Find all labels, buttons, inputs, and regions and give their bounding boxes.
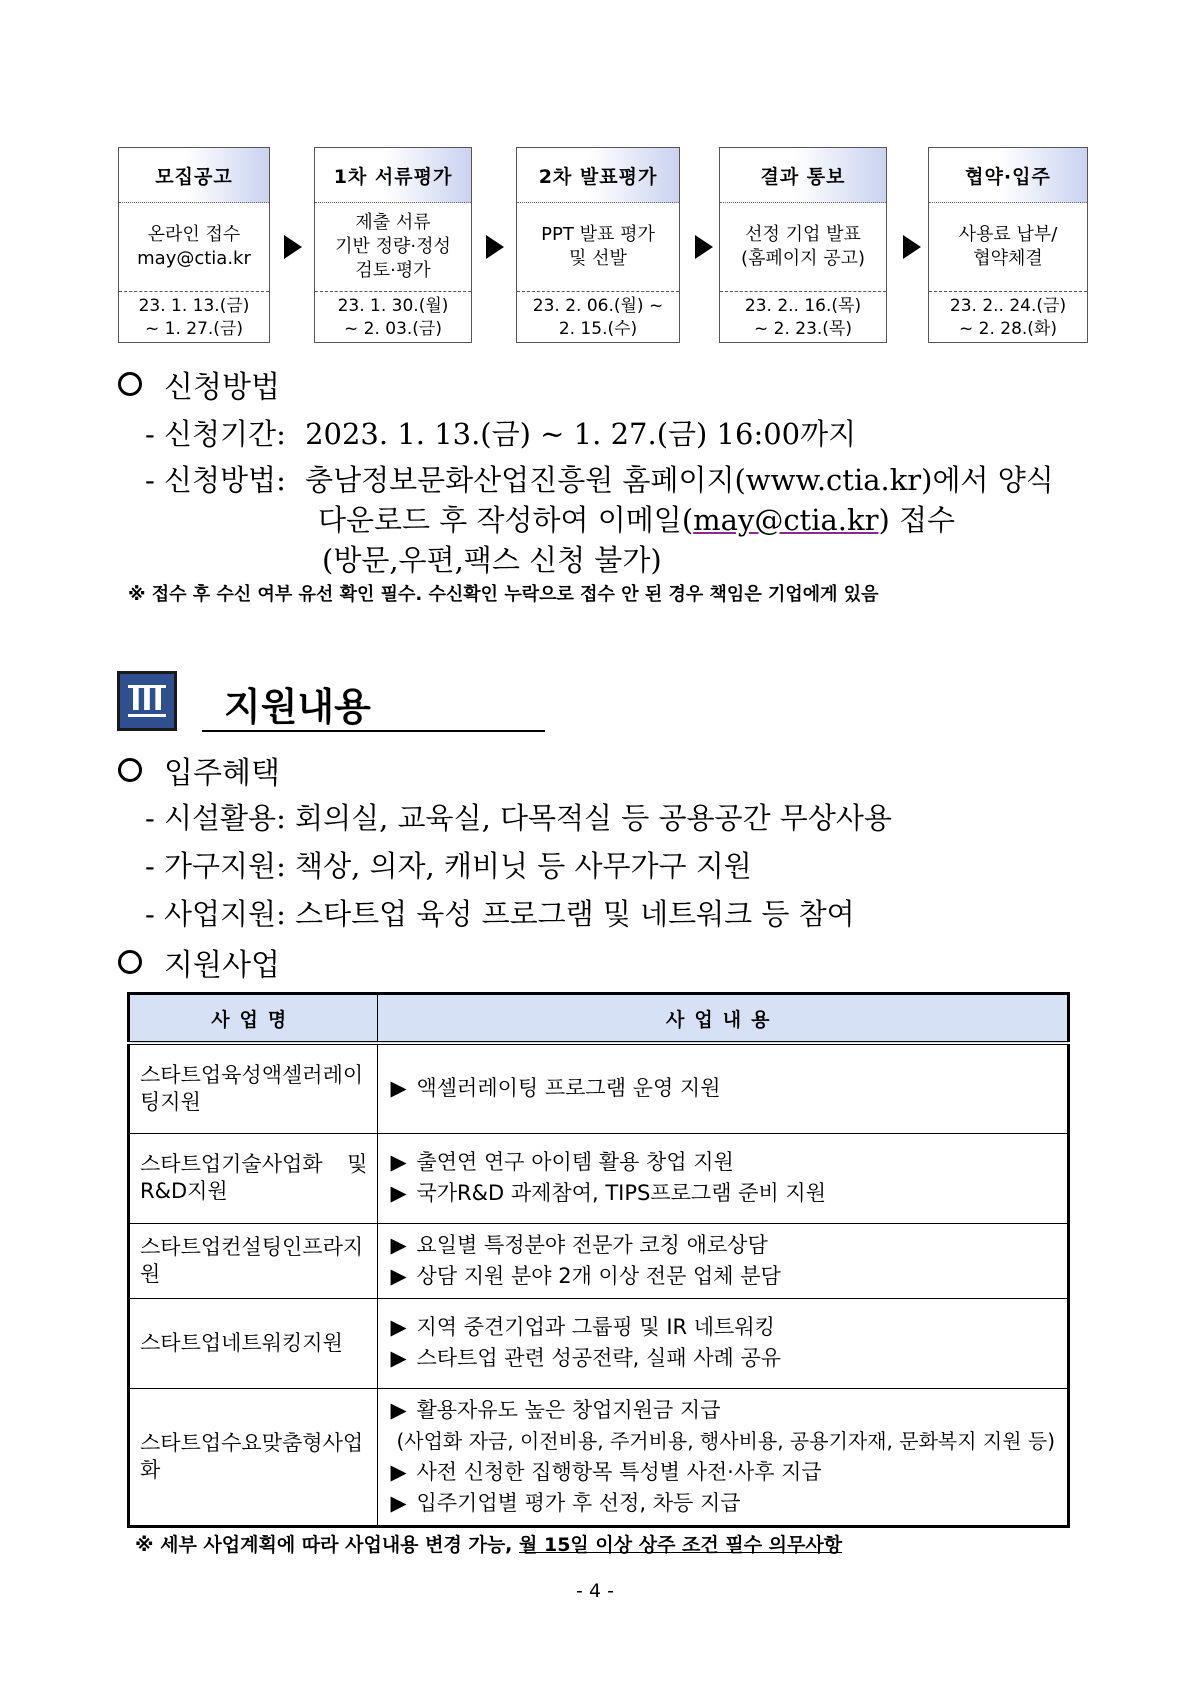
program-content-item (390, 1230, 1055, 1261)
section-number-box: III (117, 671, 177, 731)
apply-period (145, 412, 856, 453)
triangle-bullet-icon: ▶ (390, 1150, 407, 1174)
program-content-text: 지역 중견기업과 그룹핑 및 IR 네트워킹 (416, 1315, 775, 1339)
page-number: - 4 - (576, 1580, 614, 1602)
triangle-bullet-icon: ▶ (390, 1076, 407, 1101)
table-row (129, 1133, 1069, 1223)
process-step-document-review (314, 147, 472, 343)
apply-notice: ※ 접수 후 수신 여부 유선 확인 필수. 수신확인 누락으로 접수 안 된 경우 책임은 기업에게 있음 (128, 584, 879, 605)
programs-heading: 지원사업 (118, 940, 280, 984)
program-content-cell (378, 1223, 1069, 1298)
program-content-text: 활용자유도 높은 창업지원금 지급 (416, 1397, 721, 1422)
triangle-bullet-icon: ▶ (390, 1397, 407, 1422)
triangle-bullet-icon: ▶ (390, 1232, 407, 1257)
program-name-cell: 스타트업네트워킹지원 (129, 1298, 378, 1388)
apply-method-label: - 신청방법: (145, 463, 286, 497)
step-title: 2차 발표평가 (517, 148, 679, 203)
step-description: 온라인 접수 may@ctia.kr (119, 203, 269, 292)
program-content-cell (378, 1133, 1069, 1223)
table-row (129, 1388, 1069, 1526)
program-content-item (390, 1457, 1055, 1488)
step-description: PPT 발표 평가 및 선발 (517, 203, 679, 292)
apply-period-value: 2023. 1. 13.(금) ~ 1. 27.(금) 16:00까지 (305, 417, 857, 451)
programs-table (127, 992, 1070, 1528)
arrow-right-icon (903, 235, 921, 259)
process-step-result (719, 147, 887, 343)
table-row (129, 1298, 1069, 1388)
step-date: 23. 2.. 16.(목) ~ 2. 23.(목) (744, 296, 862, 339)
step-date: 23. 1. 30.(월) ~ 2. 03.(금) (337, 296, 449, 339)
table-header-row (129, 994, 1069, 1044)
program-content-item (390, 1488, 1055, 1519)
program-name-cell: 스타트업컨설팅인프라지원 (129, 1223, 378, 1298)
step-title: 모집공고 (119, 148, 269, 203)
triangle-bullet-icon: ▶ (390, 1459, 407, 1484)
programs-table-body (129, 1043, 1069, 1526)
process-step-recruit (118, 147, 270, 343)
step-description: 제출 서류 기반 정량·정성 검토·평가 (315, 203, 471, 292)
program-name-cell: 스타트업육성액셀러레이팅지원 (129, 1043, 378, 1133)
benefit-item: - 시설활용: 회의실, 교육실, 다목적실 등 공용공간 무상사용 (145, 801, 892, 835)
triangle-bullet-icon: ▶ (390, 1490, 407, 1515)
step-date: 23. 2.. 24.(금) ~ 2. 28.(화) (949, 296, 1067, 339)
benefit-item: - 사업지원: 스타트업 육성 프로그램 및 네트워크 등 참여 (145, 897, 855, 931)
table-row (129, 1223, 1069, 1298)
section-title: 지원내용 (202, 676, 545, 732)
program-content-item (390, 1147, 1055, 1178)
arrow-right-icon (486, 235, 504, 259)
process-flow (118, 147, 1088, 345)
column-header-content: 사업내용 (378, 994, 1069, 1044)
program-content-text: 상담 지원 분야 2개 이상 전문 업체 분담 (416, 1263, 781, 1288)
program-content-text: 요일별 특정분야 전문가 코칭 애로상담 (416, 1232, 768, 1257)
step-date: 23. 1. 13.(금) ~ 1. 27.(금) (138, 296, 250, 339)
apply-method-line2: 다운로드 후 작성하여 이메일(may@ctia.kr) 접수 (318, 503, 955, 537)
program-content-item (390, 1073, 1055, 1104)
program-content-text: 출연연 연구 아이템 활용 창업 지원 (416, 1150, 734, 1174)
column-header-name: 사업명 (129, 994, 378, 1044)
program-content-cell (378, 1298, 1069, 1388)
programs-notice: ※ 세부 사업계획에 따라 사업내용 변경 가능, 월 15일 이상 상주 조건 필수 의무사항 (135, 1534, 843, 1556)
email-link[interactable]: may@ctia.kr (693, 503, 879, 537)
program-content-item (390, 1395, 1055, 1426)
program-content-text: 사전 신청한 집행항목 특성별 사전·사후 지급 (416, 1459, 822, 1484)
table-row (129, 1043, 1069, 1133)
program-name-cell: 스타트업기술사업화 및 R&D지원 (129, 1133, 378, 1223)
apply-heading: 신청방법 (118, 362, 280, 406)
benefits-heading: 입주혜택 (118, 748, 280, 792)
triangle-bullet-icon: ▶ (390, 1263, 407, 1288)
step-title: 협약·입주 (929, 148, 1087, 203)
program-content-cell (378, 1388, 1069, 1526)
circle-bullet-icon (118, 758, 142, 782)
process-step-presentation (516, 147, 680, 343)
program-content-text: 스타트업 관련 성공전략, 실패 사례 공유 (416, 1346, 782, 1370)
step-date: 23. 2. 06.(월) ~ 2. 15.(수) (532, 296, 664, 339)
program-content-text: 액셀러레이팅 프로그램 운영 지원 (416, 1076, 721, 1101)
triangle-bullet-icon: ▶ (390, 1181, 407, 1205)
apply-method (145, 458, 1054, 499)
step-title: 1차 서류평가 (315, 148, 471, 203)
step-title: 결과 통보 (720, 148, 886, 203)
program-content-cell (378, 1043, 1069, 1133)
step-description: 사용료 납부/ 협약체결 (929, 203, 1087, 292)
circle-bullet-icon (118, 950, 142, 974)
program-content-item (390, 1312, 1055, 1343)
program-content-text: (사업화 자금, 이전비용, 주거비용, 행사비용, 공용기자재, 문화복지 지원 등) (396, 1428, 1055, 1453)
program-content-item (390, 1261, 1055, 1292)
program-content-text: 입주기업별 평가 후 선정, 차등 지급 (416, 1490, 741, 1515)
program-name-cell: 스타트업수요맞춤형사업화 (129, 1388, 378, 1526)
apply-period-label: - 신청기간: (145, 417, 286, 451)
program-content-item (390, 1343, 1055, 1374)
program-content-text: 국가R&D 과제참여, TIPS프로그램 준비 지원 (416, 1181, 826, 1205)
step-description: 선정 기업 발표 (홈페이지 공고) (720, 203, 886, 292)
apply-method-line3: (방문,우편,팩스 신청 불가) (322, 543, 662, 577)
benefit-item: - 가구지원: 책상, 의자, 캐비닛 등 사무가구 지원 (145, 849, 752, 883)
circle-bullet-icon (118, 372, 142, 396)
arrow-right-icon (284, 235, 302, 259)
triangle-bullet-icon: ▶ (390, 1346, 407, 1370)
programs-notice-emphasis: 월 15일 이상 상주 조건 필수 의무사항 (519, 1534, 843, 1556)
program-content-item (390, 1178, 1055, 1209)
arrow-right-icon (695, 235, 713, 259)
program-content-item (390, 1426, 1055, 1457)
triangle-bullet-icon: ▶ (390, 1315, 407, 1339)
apply-method-line1: 충남정보문화산업진흥원 홈페이지(www.ctia.kr)에서 양식 (305, 463, 1054, 497)
process-step-agreement (928, 147, 1088, 343)
